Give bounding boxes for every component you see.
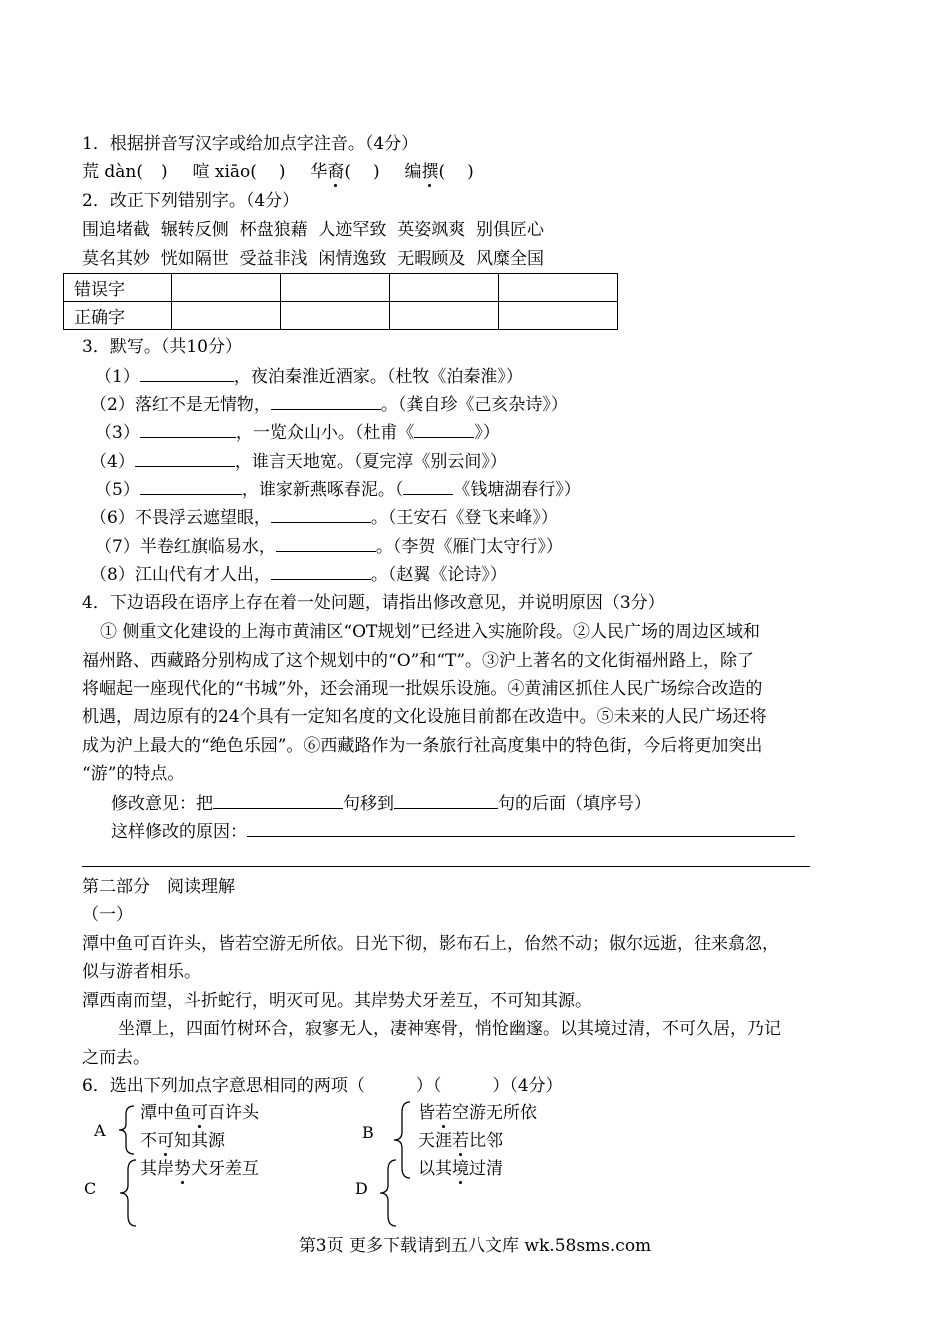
answer-blank[interactable] bbox=[271, 393, 381, 410]
answer-blank[interactable] bbox=[247, 820, 795, 837]
option-c-line1: 其岸势犬牙差互 bbox=[140, 1159, 259, 1179]
q2-line2: 莫名其妙 恍如隔世 受益非浅 闲情逸致 无暇顾及 风糜全国 bbox=[82, 249, 545, 269]
option-b-line3: 以其境过清 bbox=[418, 1159, 503, 1179]
page-footer: 第3页 更多下载请到五八文库 wk.58sms.com bbox=[298, 1236, 652, 1256]
q4-title: 4．下边语段在语序上存在着一处问题，请指出修改意见，并说明原因（3分） bbox=[82, 593, 665, 613]
q1-title: 1．根据拼音写汉字或给加点字注音。（4分） bbox=[82, 134, 419, 154]
q3-line-8: （8）江山代有才人出， 。（赵翼《论诗》） bbox=[90, 565, 507, 585]
table-cell[interactable] bbox=[499, 274, 618, 302]
q1-item-2: 喧 xiāo( bbox=[192, 162, 257, 182]
q1-item-4: 编 bbox=[404, 162, 422, 182]
table-cell[interactable] bbox=[172, 274, 281, 302]
option-b-line1: 皆若空游无所依 bbox=[418, 1103, 537, 1123]
option-a-label: A bbox=[94, 1121, 106, 1140]
answer-blank[interactable] bbox=[271, 506, 371, 523]
answer-blank[interactable] bbox=[276, 535, 376, 552]
q3-line-4: （4） ，谁言天地宽。（夏完淳《别云间》） bbox=[90, 452, 507, 472]
q2-line1: 围追堵截 辗转反侧 杯盘狼藉 人迹罕致 英姿飒爽 别俱匠心 bbox=[82, 220, 545, 240]
q2-title: 2．改正下列错别字。（4分） bbox=[82, 191, 300, 211]
table-label-wrong: 错误字 bbox=[64, 274, 172, 302]
table-cell[interactable] bbox=[172, 302, 281, 330]
answer-line[interactable] bbox=[82, 866, 810, 867]
q3-line-5: （5） ，谁家新燕啄春泥。（ 《钱塘湖春行》） bbox=[95, 480, 581, 500]
answer-blank[interactable] bbox=[140, 478, 242, 495]
table-cell[interactable] bbox=[390, 274, 499, 302]
option-b-label: B bbox=[362, 1123, 374, 1142]
passage-line: 之而去。 bbox=[82, 1048, 150, 1068]
table-cell[interactable] bbox=[499, 302, 618, 330]
q3-line-2: （2）落红不是无情物， 。（龚自珍《己亥杂诗》） bbox=[90, 395, 568, 415]
table-row bbox=[64, 302, 618, 330]
passage-line: 似与游者相乐。 bbox=[82, 962, 201, 982]
q2-correction-table bbox=[63, 273, 618, 330]
table-label-right: 正确字 bbox=[64, 302, 172, 330]
q4-fix-line: 修改意见：把 句移到 句的后面（填序号） bbox=[111, 794, 651, 814]
table-row bbox=[64, 274, 618, 302]
passage-line: 潭西南而望，斗折蛇行，明灭可见。其岸势犬牙差互，不可知其源。 bbox=[82, 991, 592, 1011]
q1-item-1: 荒 dàn( bbox=[82, 162, 144, 182]
table-cell[interactable] bbox=[281, 302, 390, 330]
answer-blank[interactable] bbox=[140, 421, 236, 438]
answer-blank[interactable] bbox=[135, 450, 235, 467]
passage-line: 坐潭上，四面竹树环合，寂寥无人，凄神寒骨，悄怆幽邃。以其境过清，不可久居，乃记 bbox=[118, 1019, 781, 1039]
q4-para-line: 将崛起一座现代化的“书城”外，还会涌现一批娱乐设施。④黄浦区抓住人民广场综合改造的 bbox=[82, 679, 763, 699]
q3-line-7: （7）半卷红旗临易水， 。（李贺《雁门太守行》） bbox=[95, 537, 563, 557]
q4-para-line: 福州路、西藏路分别构成了这个规划中的“O”和“T”。③沪上著名的文化街福州路上，除了 bbox=[82, 651, 755, 671]
answer-blank[interactable] bbox=[414, 421, 474, 438]
table-cell[interactable] bbox=[281, 274, 390, 302]
option-b-line2: 天涯若比邻 bbox=[418, 1131, 503, 1151]
passage-line: 潭中鱼可百许头，皆若空游无所依。日光下彻，影布石上，佁然不动；俶尔远逝，往来翕忽， bbox=[82, 934, 779, 954]
brace-a-icon bbox=[116, 1104, 138, 1156]
answer-blank[interactable] bbox=[213, 792, 343, 809]
q3-line-6: （6）不畏浮云遮望眼， 。（王安石《登飞来峰》） bbox=[90, 508, 558, 528]
part2-title: 第二部分 阅读理解 bbox=[82, 877, 235, 897]
q4-para-line: 成为沪上最大的“绝色乐园”。⑥西藏路作为一条旅行社高度集中的特色街，今后将更加突出 bbox=[82, 736, 763, 756]
q3-title: 3．默写。（共10分） bbox=[82, 337, 242, 357]
q4-para-line: “游”的特点。 bbox=[82, 764, 185, 784]
q4-para-line: 机遇，周边原有的24个具有一定知名度的文化设施目前都在改造中。⑤未来的人民广场还将 bbox=[82, 707, 767, 727]
q4-para-line: ① 侧重文化建设的上海市黄浦区“OT规划”已经进入实施阶段。②人民广场的周边区域和 bbox=[100, 622, 761, 642]
brace-c-icon bbox=[116, 1158, 140, 1228]
answer-blank[interactable] bbox=[271, 563, 371, 580]
answer-blank[interactable] bbox=[403, 478, 453, 495]
option-d-label: D bbox=[355, 1179, 368, 1198]
option-c-label: C bbox=[84, 1179, 97, 1198]
answer-blank[interactable] bbox=[140, 365, 234, 382]
q3-line-3: （3） ，一览众山小。（杜甫《 》） bbox=[95, 423, 500, 443]
q1-item-3: 华 bbox=[310, 162, 328, 182]
table-cell[interactable] bbox=[390, 302, 499, 330]
q1-items: 荒 dàn( ) 喧 xiāo( ) 华裔( ) 编撰( ) bbox=[82, 162, 474, 182]
brace-d-icon bbox=[376, 1158, 400, 1228]
option-a-line1: 潭中鱼可百许头 bbox=[140, 1103, 259, 1123]
q3-line-1: （1） ，夜泊秦淮近酒家。（杜牧《泊秦淮》） bbox=[95, 367, 523, 387]
answer-blank[interactable] bbox=[394, 792, 498, 809]
q4-reason-line: 这样修改的原因： bbox=[111, 820, 795, 843]
option-a-line2: 不可知其源 bbox=[140, 1131, 225, 1151]
part2-subtitle: （一） bbox=[82, 905, 133, 925]
q6-title: 6．选出下列加点字意思相同的两项（ ）（ ）（4分） bbox=[82, 1076, 563, 1096]
